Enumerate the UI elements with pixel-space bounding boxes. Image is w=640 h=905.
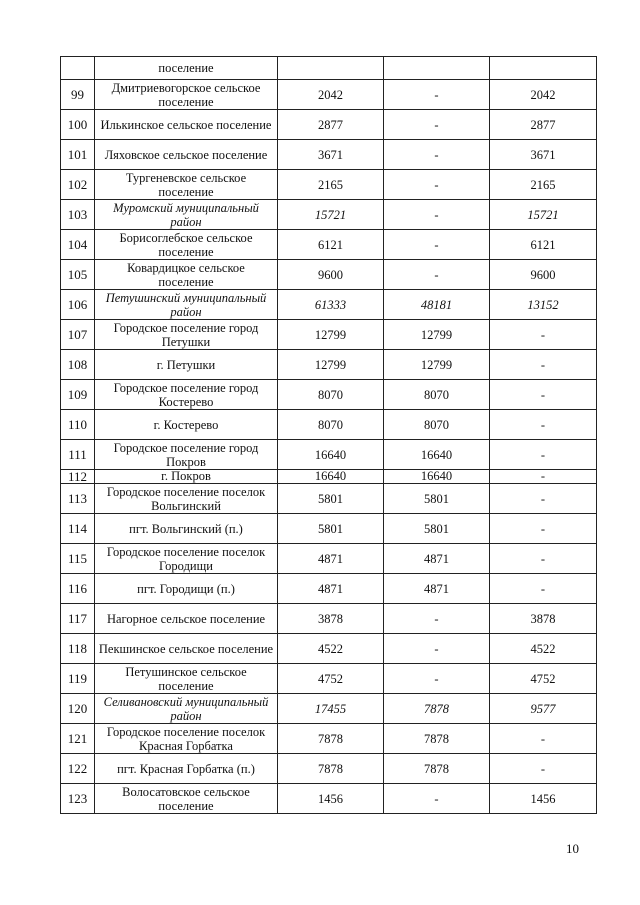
settlement-name-cell: Пекшинское сельское поселение: [95, 634, 278, 664]
second-value-cell: 8070: [384, 380, 490, 410]
total-value-cell: 6121: [278, 230, 384, 260]
third-value-cell: 3878: [490, 604, 597, 634]
table-row: [61, 260, 597, 290]
row-number-cell: 110: [61, 410, 95, 440]
row-number-cell: 106: [61, 290, 95, 320]
second-value-cell: 4871: [384, 544, 490, 574]
settlements-table: [60, 56, 597, 814]
second-value-cell: 16640: [384, 470, 490, 484]
settlement-name-cell: Тургеневское сельское поселение: [95, 170, 278, 200]
settlement-name-cell: Городское поселение поселок Красная Горбатка: [95, 724, 278, 754]
third-value-cell: 13152: [490, 290, 597, 320]
total-value-cell: 17455: [278, 694, 384, 724]
third-value-cell: 9577: [490, 694, 597, 724]
settlement-name-cell: Петушинский муниципальный район: [95, 290, 278, 320]
total-value-cell: 4871: [278, 544, 384, 574]
second-value-cell: 5801: [384, 484, 490, 514]
table-row: [61, 230, 597, 260]
table-row: [61, 694, 597, 724]
second-value-cell: -: [384, 230, 490, 260]
total-value-cell: 3878: [278, 604, 384, 634]
row-number-cell: 100: [61, 110, 95, 140]
table-row: [61, 410, 597, 440]
table-row: [61, 664, 597, 694]
settlement-name-cell: Нагорное сельское поселение: [95, 604, 278, 634]
total-value-cell: 5801: [278, 514, 384, 544]
total-value-cell: 5801: [278, 484, 384, 514]
row-number-cell: 104: [61, 230, 95, 260]
third-value-cell: -: [490, 470, 597, 484]
second-value-cell: -: [384, 260, 490, 290]
total-value-cell: 12799: [278, 350, 384, 380]
third-value-cell: 2877: [490, 110, 597, 140]
row-number-cell: 113: [61, 484, 95, 514]
row-number-cell: 103: [61, 200, 95, 230]
total-value-cell: 7878: [278, 754, 384, 784]
row-number-cell: 114: [61, 514, 95, 544]
second-value-cell: [384, 57, 490, 80]
total-value-cell: 15721: [278, 200, 384, 230]
second-value-cell: 4871: [384, 574, 490, 604]
table-row: [61, 170, 597, 200]
row-number-cell: 121: [61, 724, 95, 754]
row-number-cell: 118: [61, 634, 95, 664]
settlement-name-cell: Селивановский муниципальный район: [95, 694, 278, 724]
settlement-name-cell: Муромский муниципальный район: [95, 200, 278, 230]
third-value-cell: -: [490, 410, 597, 440]
second-value-cell: 48181: [384, 290, 490, 320]
third-value-cell: 15721: [490, 200, 597, 230]
third-value-cell: [490, 57, 597, 80]
third-value-cell: 2165: [490, 170, 597, 200]
settlement-name-cell: Городское поселение город Покров: [95, 440, 278, 470]
row-number-cell: [61, 57, 95, 80]
second-value-cell: -: [384, 664, 490, 694]
row-number-cell: 109: [61, 380, 95, 410]
third-value-cell: 2042: [490, 80, 597, 110]
table-body: [61, 57, 597, 814]
second-value-cell: -: [384, 604, 490, 634]
table-row: [61, 110, 597, 140]
total-value-cell: 9600: [278, 260, 384, 290]
settlement-name-cell: пгт. Вольгинский (п.): [95, 514, 278, 544]
second-value-cell: 5801: [384, 514, 490, 544]
settlement-name-cell: Городское поселение поселок Вольгинский: [95, 484, 278, 514]
table-row: [61, 80, 597, 110]
settlement-name-cell: г. Покров: [95, 470, 278, 484]
row-number-cell: 123: [61, 784, 95, 814]
third-value-cell: -: [490, 754, 597, 784]
table-row: [61, 440, 597, 470]
row-number-cell: 107: [61, 320, 95, 350]
row-number-cell: 119: [61, 664, 95, 694]
total-value-cell: 3671: [278, 140, 384, 170]
row-number-cell: 112: [61, 470, 95, 484]
second-value-cell: -: [384, 110, 490, 140]
row-number-cell: 115: [61, 544, 95, 574]
second-value-cell: 7878: [384, 754, 490, 784]
third-value-cell: -: [490, 724, 597, 754]
table-row: [61, 604, 597, 634]
settlement-name-cell: пгт. Городищи (п.): [95, 574, 278, 604]
settlement-name-cell: Петушинское сельское поселение: [95, 664, 278, 694]
table-row: [61, 350, 597, 380]
third-value-cell: -: [490, 440, 597, 470]
second-value-cell: 7878: [384, 724, 490, 754]
total-value-cell: [278, 57, 384, 80]
table-row: [61, 574, 597, 604]
third-value-cell: 4752: [490, 664, 597, 694]
settlement-name-cell: г. Петушки: [95, 350, 278, 380]
second-value-cell: -: [384, 200, 490, 230]
settlement-name-cell: Городское поселение город Костерево: [95, 380, 278, 410]
second-value-cell: 8070: [384, 410, 490, 440]
second-value-cell: -: [384, 784, 490, 814]
total-value-cell: 2165: [278, 170, 384, 200]
row-number-cell: 101: [61, 140, 95, 170]
second-value-cell: 16640: [384, 440, 490, 470]
settlement-name-cell: Илькинское сельское поселение: [95, 110, 278, 140]
table-row: [61, 724, 597, 754]
row-number-cell: 108: [61, 350, 95, 380]
total-value-cell: 7878: [278, 724, 384, 754]
total-value-cell: 2042: [278, 80, 384, 110]
third-value-cell: 4522: [490, 634, 597, 664]
table-row: [61, 290, 597, 320]
table-row: [61, 380, 597, 410]
third-value-cell: 1456: [490, 784, 597, 814]
row-number-cell: 122: [61, 754, 95, 784]
third-value-cell: -: [490, 484, 597, 514]
total-value-cell: 1456: [278, 784, 384, 814]
table-row: [61, 484, 597, 514]
settlement-name-cell: Городское поселение поселок Городищи: [95, 544, 278, 574]
total-value-cell: 4522: [278, 634, 384, 664]
table-row: [61, 470, 597, 484]
settlement-name-cell: Борисоглебское сельское поселение: [95, 230, 278, 260]
table-row: [61, 514, 597, 544]
row-number-cell: 105: [61, 260, 95, 290]
third-value-cell: 3671: [490, 140, 597, 170]
row-number-cell: 117: [61, 604, 95, 634]
settlement-name-cell: пгт. Красная Горбатка (п.): [95, 754, 278, 784]
settlement-name-cell: поселение: [95, 57, 278, 80]
third-value-cell: -: [490, 514, 597, 544]
settlement-name-cell: г. Костерево: [95, 410, 278, 440]
table-row: [61, 784, 597, 814]
third-value-cell: -: [490, 350, 597, 380]
second-value-cell: -: [384, 80, 490, 110]
total-value-cell: 12799: [278, 320, 384, 350]
third-value-cell: -: [490, 320, 597, 350]
total-value-cell: 16640: [278, 440, 384, 470]
total-value-cell: 16640: [278, 470, 384, 484]
settlement-name-cell: Волосатовское сельское поселение: [95, 784, 278, 814]
second-value-cell: -: [384, 634, 490, 664]
second-value-cell: -: [384, 170, 490, 200]
page-number: 10: [566, 841, 579, 856]
row-number-cell: 120: [61, 694, 95, 724]
total-value-cell: 4752: [278, 664, 384, 694]
second-value-cell: 12799: [384, 350, 490, 380]
total-value-cell: 61333: [278, 290, 384, 320]
table-row: [61, 140, 597, 170]
total-value-cell: 8070: [278, 380, 384, 410]
third-value-cell: -: [490, 544, 597, 574]
third-value-cell: -: [490, 574, 597, 604]
settlement-name-cell: Городское поселение город Петушки: [95, 320, 278, 350]
settlement-name-cell: Дмитриевогорское сельское поселение: [95, 80, 278, 110]
settlement-name-cell: Ляховское сельское поселение: [95, 140, 278, 170]
third-value-cell: 9600: [490, 260, 597, 290]
third-value-cell: 6121: [490, 230, 597, 260]
total-value-cell: 2877: [278, 110, 384, 140]
second-value-cell: -: [384, 140, 490, 170]
second-value-cell: 12799: [384, 320, 490, 350]
total-value-cell: 8070: [278, 410, 384, 440]
total-value-cell: 4871: [278, 574, 384, 604]
table-row: [61, 634, 597, 664]
third-value-cell: -: [490, 380, 597, 410]
settlement-name-cell: Ковардицкое сельское поселение: [95, 260, 278, 290]
table-row: [61, 200, 597, 230]
row-number-cell: 99: [61, 80, 95, 110]
table-row: [61, 57, 597, 80]
second-value-cell: 7878: [384, 694, 490, 724]
row-number-cell: 102: [61, 170, 95, 200]
table-row: [61, 754, 597, 784]
table-row: [61, 320, 597, 350]
table-row: [61, 544, 597, 574]
row-number-cell: 111: [61, 440, 95, 470]
row-number-cell: 116: [61, 574, 95, 604]
